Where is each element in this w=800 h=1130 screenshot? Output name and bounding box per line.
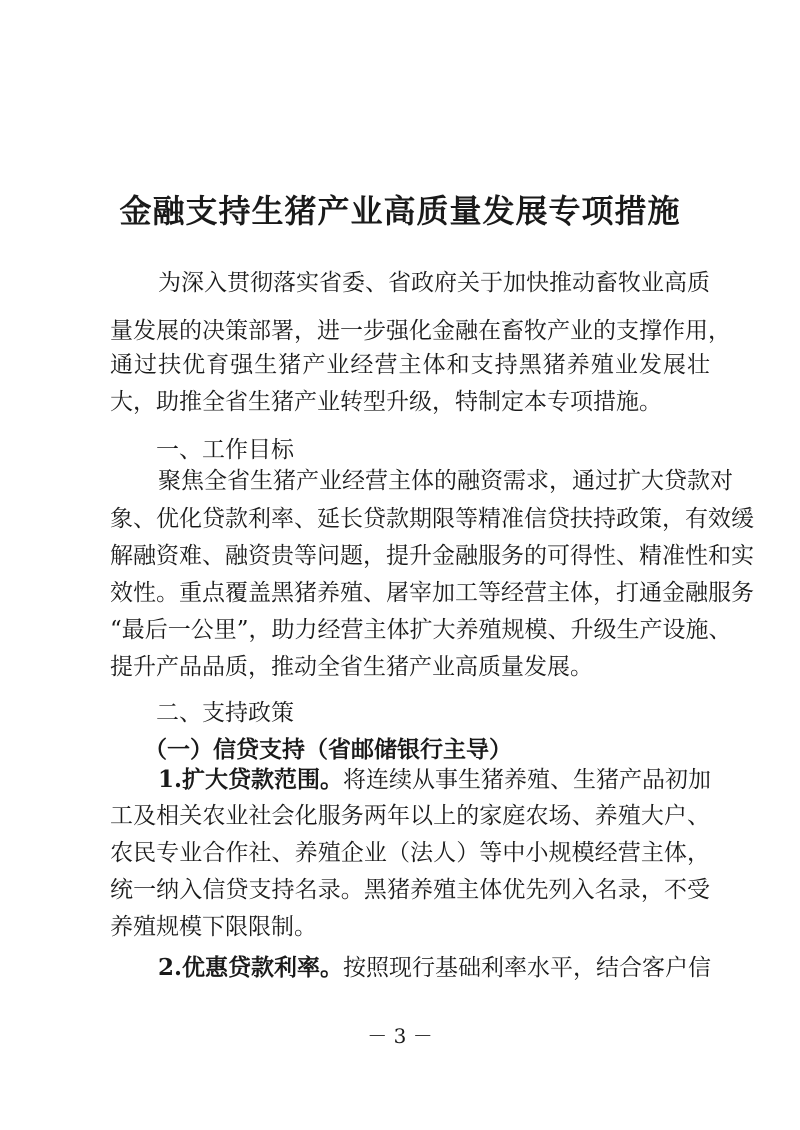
item2-first-line xyxy=(158,956,710,980)
item1-line-4: 统一纳入信贷支持名录。黑猪养殖主体优先列入名录，不受 xyxy=(110,877,710,903)
section1-line-3: 解融资难、融资贵等问题，提升金融服务的可得性、精准性和实 xyxy=(110,543,754,569)
intro-line-1: 为深入贯彻落实省委、省政府关于加快推动畜牧业高质 xyxy=(158,270,710,296)
intro-line-2: 量发展的决策部署，进一步强化金融在畜牧产业的支撑作用， xyxy=(110,318,731,344)
item1-first-line-text: 将连续从事生猪养殖、生猪产品初加 xyxy=(343,767,712,793)
section1-line-5: “最后一公里”，助力经营主体扩大养殖规模、升级生产设施、 xyxy=(110,617,732,643)
item1-line-2: 工及相关农业社会化服务两年以上的家庭农场、养殖大户、 xyxy=(110,803,710,829)
intro-line-3: 通过扶优育强生猪产业经营主体和支持黑猪养殖业发展壮 xyxy=(110,352,710,378)
item1-line-3: 农民专业合作社、养殖企业（法人）等中小规模经营主体， xyxy=(110,840,710,866)
section1-line-6: 提升产品品质，推动全省生猪产业高质量发展。 xyxy=(110,654,593,680)
section1-line-1: 聚焦全省生猪产业经营主体的融资需求，通过扩大贷款对 xyxy=(158,468,733,494)
section1-line-2: 象、优化贷款利率、延长贷款期限等精准信贷扶持政策，有效缓 xyxy=(110,506,754,532)
item1-line-5: 养殖规模下限限制。 xyxy=(110,914,317,940)
item2-label: 2.优惠贷款利率。 xyxy=(158,954,344,981)
item1-label: 1.扩大贷款范围。 xyxy=(158,766,344,793)
section-heading-goals: 一、工作目标 xyxy=(156,437,294,463)
section1-line-4: 效性。重点覆盖黑猪养殖、屠宰加工等经营主体，打通金融服务 xyxy=(110,580,754,606)
item1-first-line xyxy=(158,768,710,792)
section-heading-policies: 二、支持政策 xyxy=(156,700,294,726)
subsection-heading-credit: （一）信贷支持（省邮储银行主导） xyxy=(144,736,512,763)
intro-line-4: 大，助推全省生猪产业转型升级，特制定本专项措施。 xyxy=(110,389,662,415)
document-title: 金融支持生猪产业高质量发展专项措施 xyxy=(119,192,681,230)
item2-first-line-text: 按照现行基础利率水平，结合客户信 xyxy=(343,955,712,981)
page-number: － 3 － xyxy=(367,1024,433,1048)
